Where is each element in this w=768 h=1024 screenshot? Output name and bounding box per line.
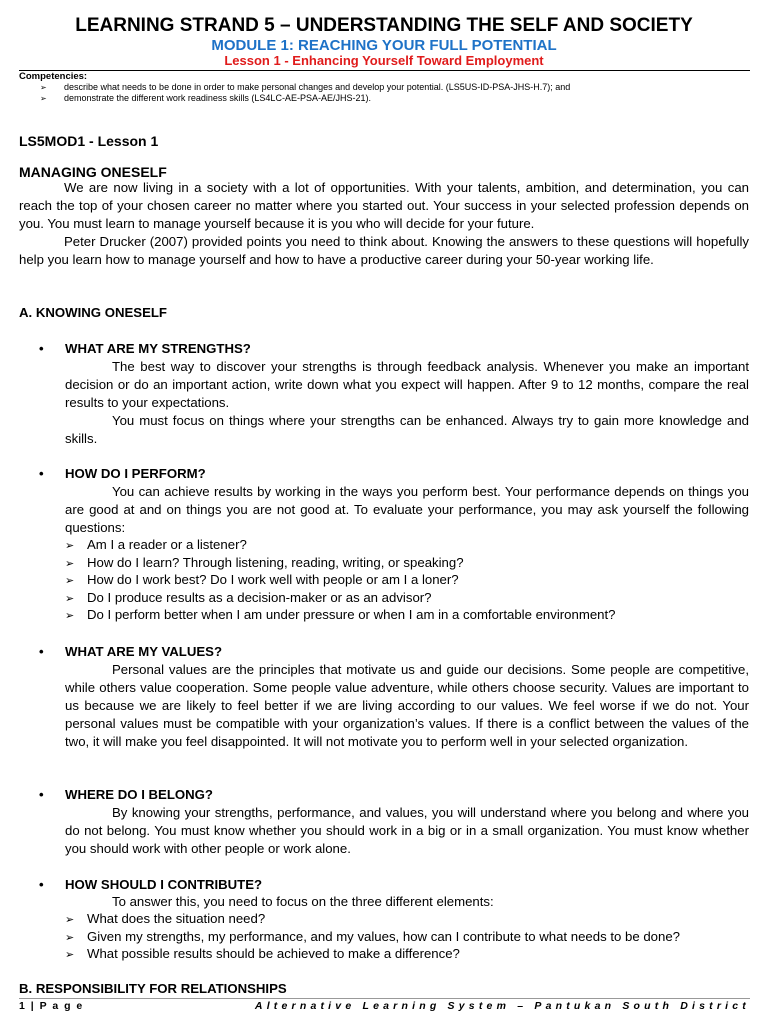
arrow-bullet-icon: ➢ [40, 83, 47, 92]
arrow-bullet-icon: ➢ [65, 593, 75, 605]
arrow-bullet-icon: ➢ [65, 610, 75, 622]
arrow-bullet-icon: ➢ [65, 932, 75, 944]
document-page: LEARNING STRAND 5 – UNDERSTANDING THE SELF AND SOCIETY MODULE 1: REACHING YOUR FULL POTENTIAL Lesson 1 - Enhancing Yourself Toward Employment Competencies: ➢ describe what needs to be done in order to make personal changes and develop your potential. (LS5US-ID-PSA-JHS-H.7); and ➢ demonstrate the different work readiness skills (LS4LC-AE-PSA-AE/JHS-21). LS5MOD1 - Lesson 1 MANAGING ONESELF We are now living in a society with a lot of opportunities. With your talents, ambition, and determination, you can reach the top of your chosen career no matter where you started out. Your success in your selected profession depends on you. You must learn to manage yourself because it is you who will decide for your future. Peter Drucker (2007) provided points you need to think about. Knowing the answers to these questions will hopefully help you learn how to manage yourself and how to have a productive career during your 50-year working life. A. KNOWING ONESELF • WHAT ARE MY STRENGTHS? The best way to discover your strengths is through feedback analysis. Whenever you make an important decision or do an important action, write down what you expect will happen. After 9 to 12 months, compare the real results to your expectations. You must focus on things where your strengths can be enhanced. Always try to gain more knowledge and skills. • HOW DO I PERFORM? You can achieve results by working in the ways you perform best. Your performance depends on things you are good at and on things you are not good at. To evaluate your performance, you may ask yourself the following questions: ➢ Am I a reader or a listener? ➢ How do I learn? Through listening, reading, writing, or speaking? ➢ How do I work best? Do I work well with people or am I a loner? ➢ Do I produce results as a decision-maker or as an advisor? ➢ Do I perform better when I am under pressure or when I am in a comfortable environment? • WHAT ARE MY VALUES? Personal values are the principles that motivate us and guide our decisions. Some people are competitive, while others value cooperation. Some people value adventure, while others choose security. Values are important to us because we are likely to feel better if we are living according to our values. We feel worse if we do not. Your personal values must be compatible with your organization’s values. If there is a conflict between the values of the two, it will make you feel disappointed. It will not motivate you to perform well in your selected organization. • WHERE DO I BELONG? By knowing your strengths, performance, and values, you will understand where you belong and where you do not belong. You must know whether you should work in a big or in a small organization. You must know whether you should work with other people or work alone. • HOW SHOULD I CONTRIBUTE? To answer this, you need to focus on the three different elements: ➢ What does the situation need? ➢ Given my strengths, my performance, and my values, how can I contribute to what needs to be done? ➢ What possible results should be achieved to make a difference? B. RESPONSIBILITY FOR RELATIONSHIPS 1 | P a g e Alternative Learning System – Pantukan South District [0, 0, 768, 1024]
paragraph: Peter Drucker (2007) provided points you need to think about. Knowing the answers to these questions will hopefully help you learn how to manage yourself and how to have a productive career during your 50-year working life. [19, 234, 749, 267]
arrow-bullet-icon: ➢ [65, 914, 75, 926]
competency-item: ➢ demonstrate the different work readiness skills (LS4LC-AE-PSA-AE/JHS-21). [40, 93, 371, 103]
paragraph: You must focus on things where your strengths can be enhanced. Always try to gain more knowledge and skills. [65, 413, 749, 446]
perform-question: ➢ How do I work best? Do I work well with people or am I a loner? [65, 571, 459, 590]
section-a-heading: A. KNOWING ONESELF [19, 305, 167, 320]
arrow-bullet-icon: ➢ [65, 949, 75, 961]
lesson-title: Lesson 1 - Enhancing Yourself Toward Employment [224, 53, 544, 68]
paragraph: We are now living in a society with a lot of opportunities. With your talents, ambition, and determination, you can reach the top of your chosen career no matter where you started out. Your success in your selected profession depends on you. You must learn to manage yourself because it is you who will decide for your future. [19, 180, 749, 231]
section-b-heading: B. RESPONSIBILITY FOR RELATIONSHIPS [19, 981, 287, 996]
module-title: MODULE 1: REACHING YOUR FULL POTENTIAL [211, 37, 557, 54]
paragraph: Personal values are the principles that motivate us and guide our decisions. Some people are competitive, while others value cooperation. Some people value adventure, while others choose security. Values are important to us because we are likely to feel better if we are living according to our values. We feel worse if we do not. Your personal values must be compatible with your organization’s values. If there is a conflict between the values of the two, it will make you feel disappointed. It will not motivate you to perform well in your selected organization. [65, 662, 749, 749]
header-rule [19, 70, 750, 71]
managing-oneself-heading: MANAGING ONESELF [19, 164, 167, 180]
competencies-label: Competencies: [19, 71, 88, 82]
paragraph: To answer this, you need to focus on the three different elements: [112, 894, 494, 909]
arrow-bullet-icon: ➢ [65, 575, 75, 587]
competencies-list [40, 82, 570, 104]
footer-organization: Alternative Learning System – Pantukan South District [254, 1000, 750, 1012]
bullet-icon: • [39, 466, 44, 481]
perform-question: ➢ Am I a reader or a listener? [65, 536, 247, 555]
contribute-question: ➢ Given my strengths, my performance, and my values, how can I contribute to what needs to be done? [65, 928, 680, 947]
bullet-icon: • [39, 644, 44, 659]
perform-question: ➢ Do I perform better when I am under pressure or when I am in a comfortable environment? [65, 606, 616, 625]
belong-text [65, 804, 749, 858]
arrow-bullet-icon: ➢ [40, 94, 47, 103]
contribute-question: ➢ What possible results should be achieved to make a difference? [65, 945, 460, 964]
strand-title: LEARNING STRAND 5 – UNDERSTANDING THE SELF AND SOCIETY [75, 15, 693, 36]
strengths-text [65, 358, 749, 448]
bullet-icon: • [39, 341, 44, 356]
contribute-text [65, 893, 749, 911]
perform-text [65, 483, 749, 537]
arrow-bullet-icon: ➢ [65, 558, 75, 570]
contribute-question: ➢ What does the situation need? [65, 910, 265, 929]
footer-rule [19, 998, 750, 999]
bullet-icon: • [39, 877, 44, 892]
page-number: 1 | P a g e [19, 1000, 84, 1012]
bullet-icon: • [39, 787, 44, 802]
paragraph: The best way to discover your strengths is through feedback analysis. Whenever you make an important decision or do an important action, write down what you expect will happen. After 9 to 12 months, compare the real results to your expectations. [65, 359, 749, 410]
perform-question: ➢ Do I produce results as a decision-maker or as an advisor? [65, 589, 432, 608]
paragraph: You can achieve results by working in the ways you perform best. Your performance depends on things you are good at and on things you are not good at. To evaluate your performance, you may ask yourself the following questions: [65, 484, 749, 535]
competency-item: ➢ describe what needs to be done in order to make personal changes and develop your potential. (LS5US-ID-PSA-JHS-H.7); and [40, 82, 571, 92]
managing-oneself-text [19, 179, 749, 269]
paragraph: By knowing your strengths, performance, and values, you will understand where you belong and where you do not belong. You must know whether you should work in a big or in a small organization. You must know whether you should work with other people or work alone. [65, 805, 749, 856]
perform-question: ➢ How do I learn? Through listening, reading, writing, or speaking? [65, 554, 464, 573]
lesson-code: LS5MOD1 - Lesson 1 [19, 133, 159, 149]
arrow-bullet-icon: ➢ [65, 540, 75, 552]
values-text [65, 661, 749, 751]
